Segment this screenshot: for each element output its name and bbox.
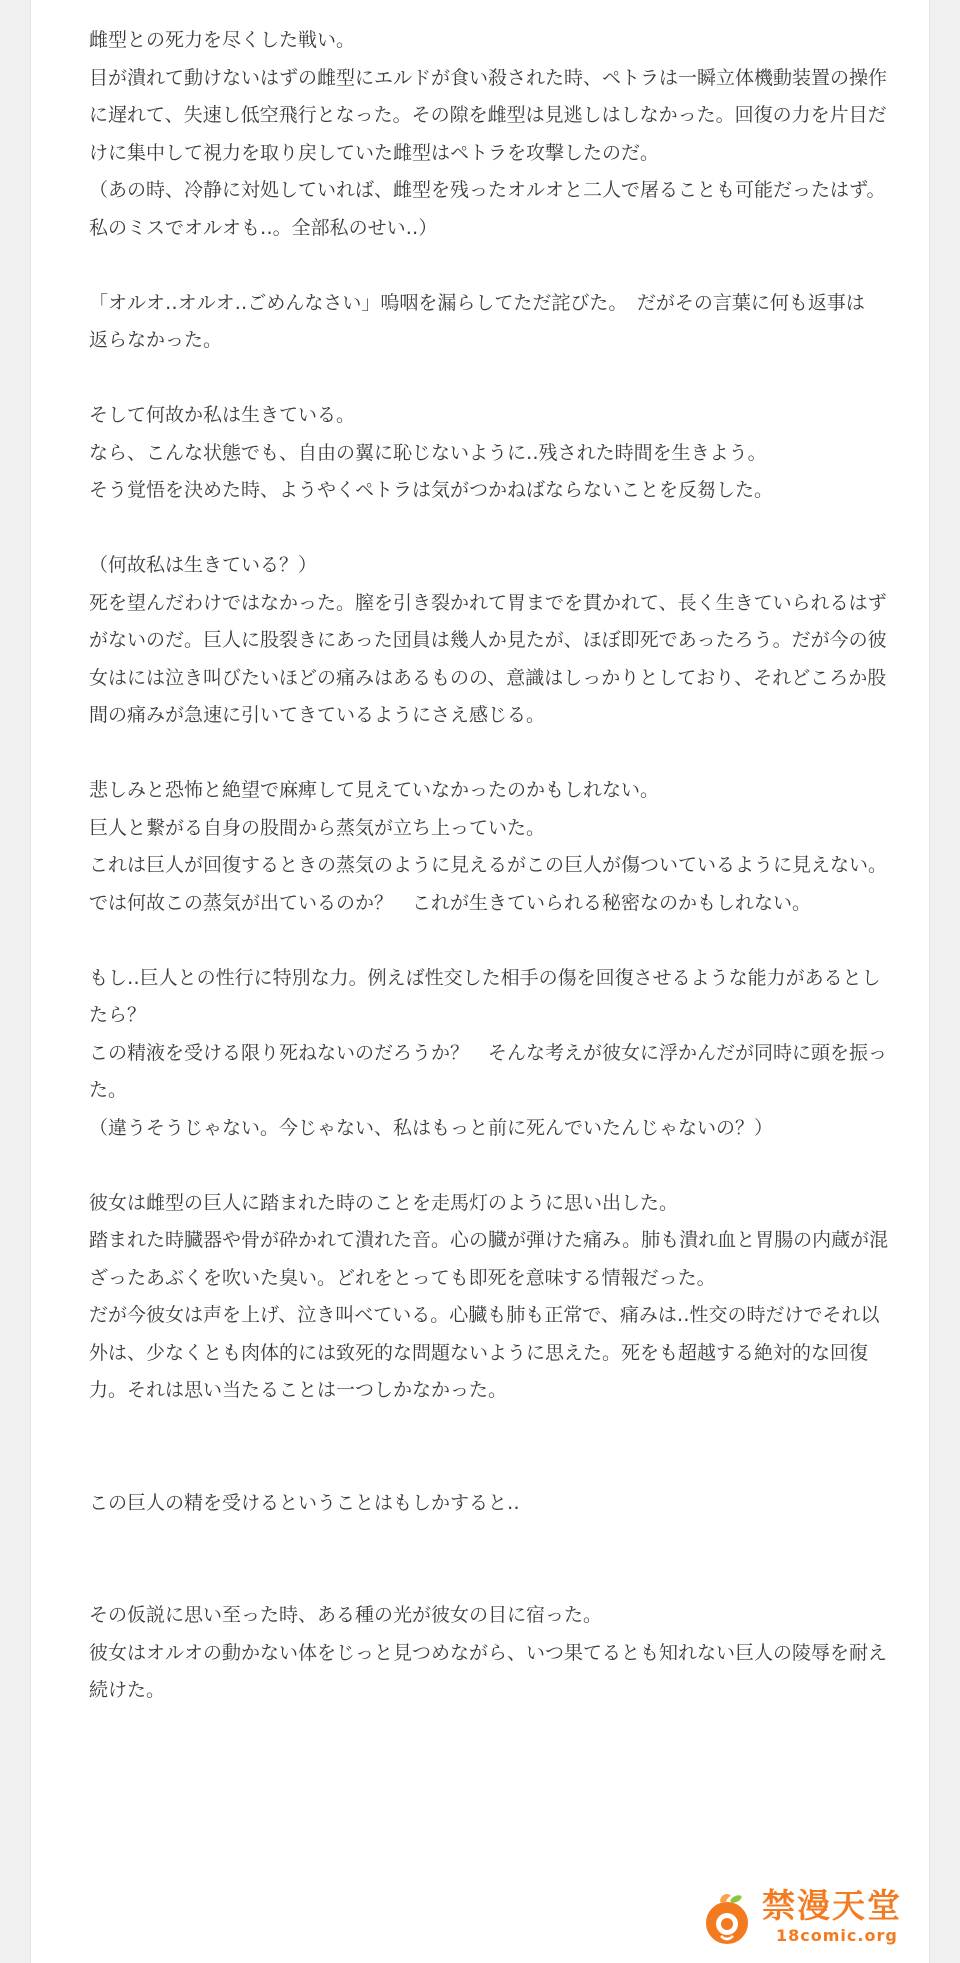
blank-line bbox=[89, 1447, 929, 1485]
story-line: 目が潰れて動けないはずの雌型にエルドが食い殺された時、ペトラは一瞬立体機動装置の操作 bbox=[89, 66, 888, 89]
story-line: 間の痛みが急速に引いてきているようにさえ感じる。 bbox=[89, 704, 546, 726]
blank-line bbox=[89, 247, 929, 285]
story-line: これは巨人が回復するときの蒸気のように見えるがこの巨人が傷ついているように見えない。 bbox=[89, 854, 888, 876]
story-line: だが今彼女は声を上げ、泣き叫べている。心臓も肺も正常で、痛みは‥性交の時だけでそれ以 bbox=[89, 1304, 880, 1326]
story-line: なら、こんな状態でも、自由の翼に恥じないように‥残された時間を生きよう。 bbox=[89, 441, 767, 464]
story-line: 「オルオ‥オルオ‥ごめんなさい」嗚咽を漏らしてただ詫びた。 だがその言葉に何も返事は bbox=[89, 291, 865, 314]
story-line: では何故この蒸気が出ているのか？ これが生きていられる秘密なのかもしれない。 bbox=[89, 891, 812, 914]
story-line: この巨人の精を受けるということはもしかすると‥ bbox=[89, 1491, 520, 1514]
blank-line bbox=[89, 1560, 929, 1598]
story-line: 死を望んだわけではなかった。膣を引き裂かれて胃までを貫かれて、長く生きていられるはず bbox=[89, 591, 887, 614]
blank-line bbox=[89, 360, 929, 398]
story-line: その仮説に思い至った時、ある種の光が彼女の目に宿った。 bbox=[89, 1604, 603, 1626]
blank-line bbox=[89, 922, 929, 960]
story-line: もし‥巨人との性行に特別な力。例えば性交した相手の傷を回復させるような能力があるとし bbox=[89, 966, 881, 989]
story-text bbox=[89, 22, 929, 1710]
watermark-url: 18comic.org bbox=[776, 1926, 898, 1945]
story-line: （あの時、冷静に対処していれば、雌型を残ったオルオと二人で屠ることも可能だったはず。 bbox=[89, 179, 886, 201]
story-line: そして何故か私は生きている。 bbox=[89, 404, 356, 426]
story-line: 力。それは思い当たることは一つしかなかった。 bbox=[89, 1379, 508, 1401]
blank-line bbox=[89, 510, 929, 548]
story-line: この精液を受ける限り死ねないのだろうか？ そんな考えが彼女に浮かんだが同時に頭を振っ bbox=[89, 1041, 888, 1064]
page-card bbox=[30, 0, 930, 1963]
story-line: 私のミスでオルオも‥。全部私のせい‥） bbox=[89, 216, 438, 239]
orange-mascot-icon bbox=[698, 1890, 756, 1948]
site-watermark bbox=[698, 1884, 918, 1954]
watermark-title: 禁漫天堂 bbox=[762, 1886, 902, 1925]
story-line: 巨人と繋がる自身の股間から蒸気が立ち上っていた。 bbox=[89, 816, 546, 839]
story-line: 続けた。 bbox=[89, 1679, 166, 1701]
story-line: ざったあぶくを吹いた臭い。どれをとっても即死を意味する情報だった。 bbox=[89, 1266, 716, 1289]
story-line: に遅れて、失速し低空飛行となった。その隙を雌型は見逃しはしなかった。回復の力を片目だ bbox=[89, 104, 887, 126]
blank-line bbox=[89, 1522, 929, 1560]
blank-line bbox=[89, 735, 929, 773]
story-line: 悲しみと恐怖と絶望で麻痺して見えていなかったのかもしれない。 bbox=[89, 779, 660, 801]
story-line: そう覚悟を決めた時、ようやくペトラは気がつかねばならないことを反芻した。 bbox=[89, 479, 774, 501]
story-line: （何故私は生きている？） bbox=[89, 554, 318, 576]
story-line: 雌型との死力を尽くした戦い。 bbox=[89, 29, 356, 51]
blank-line bbox=[89, 1147, 929, 1185]
story-line: 踏まれた時臓器や骨が砕かれて潰れた音。心の臓が弾けた痛み。肺も潰れ血と胃腸の内蔵が混 bbox=[89, 1229, 889, 1251]
story-line: 返らなかった。 bbox=[89, 329, 223, 351]
story-line: がないのだ。巨人に股裂きにあった団員は幾人か見たが、ほぼ即死であったろう。だが今の彼 bbox=[89, 629, 887, 651]
story-line: たら？ bbox=[89, 1004, 147, 1026]
story-line: 女はには泣き叫びたいほどの痛みはあるものの、意識はしっかりとしており、それどころか股 bbox=[89, 666, 887, 689]
story-line: （違うそうじゃない。今じゃない、私はもっと前に死んでいたんじゃないの？） bbox=[89, 1116, 774, 1139]
blank-line bbox=[89, 1410, 929, 1448]
story-line: た。 bbox=[89, 1079, 128, 1101]
story-line: 彼女はオルオの動かない体をじっと見つめながら、いつ果てるとも知れない巨人の陵辱を耐え bbox=[89, 1641, 888, 1664]
story-line: 彼女は雌型の巨人に踏まれた時のことを走馬灯のように思い出した。 bbox=[89, 1191, 679, 1214]
story-line: 外は、少なくとも肉体的には致死的な問題ないように思えた。死をも超越する絶対的な回復 bbox=[89, 1341, 869, 1364]
story-line: けに集中して視力を取り戻していた雌型はペトラを攻撃したのだ。 bbox=[89, 141, 660, 164]
